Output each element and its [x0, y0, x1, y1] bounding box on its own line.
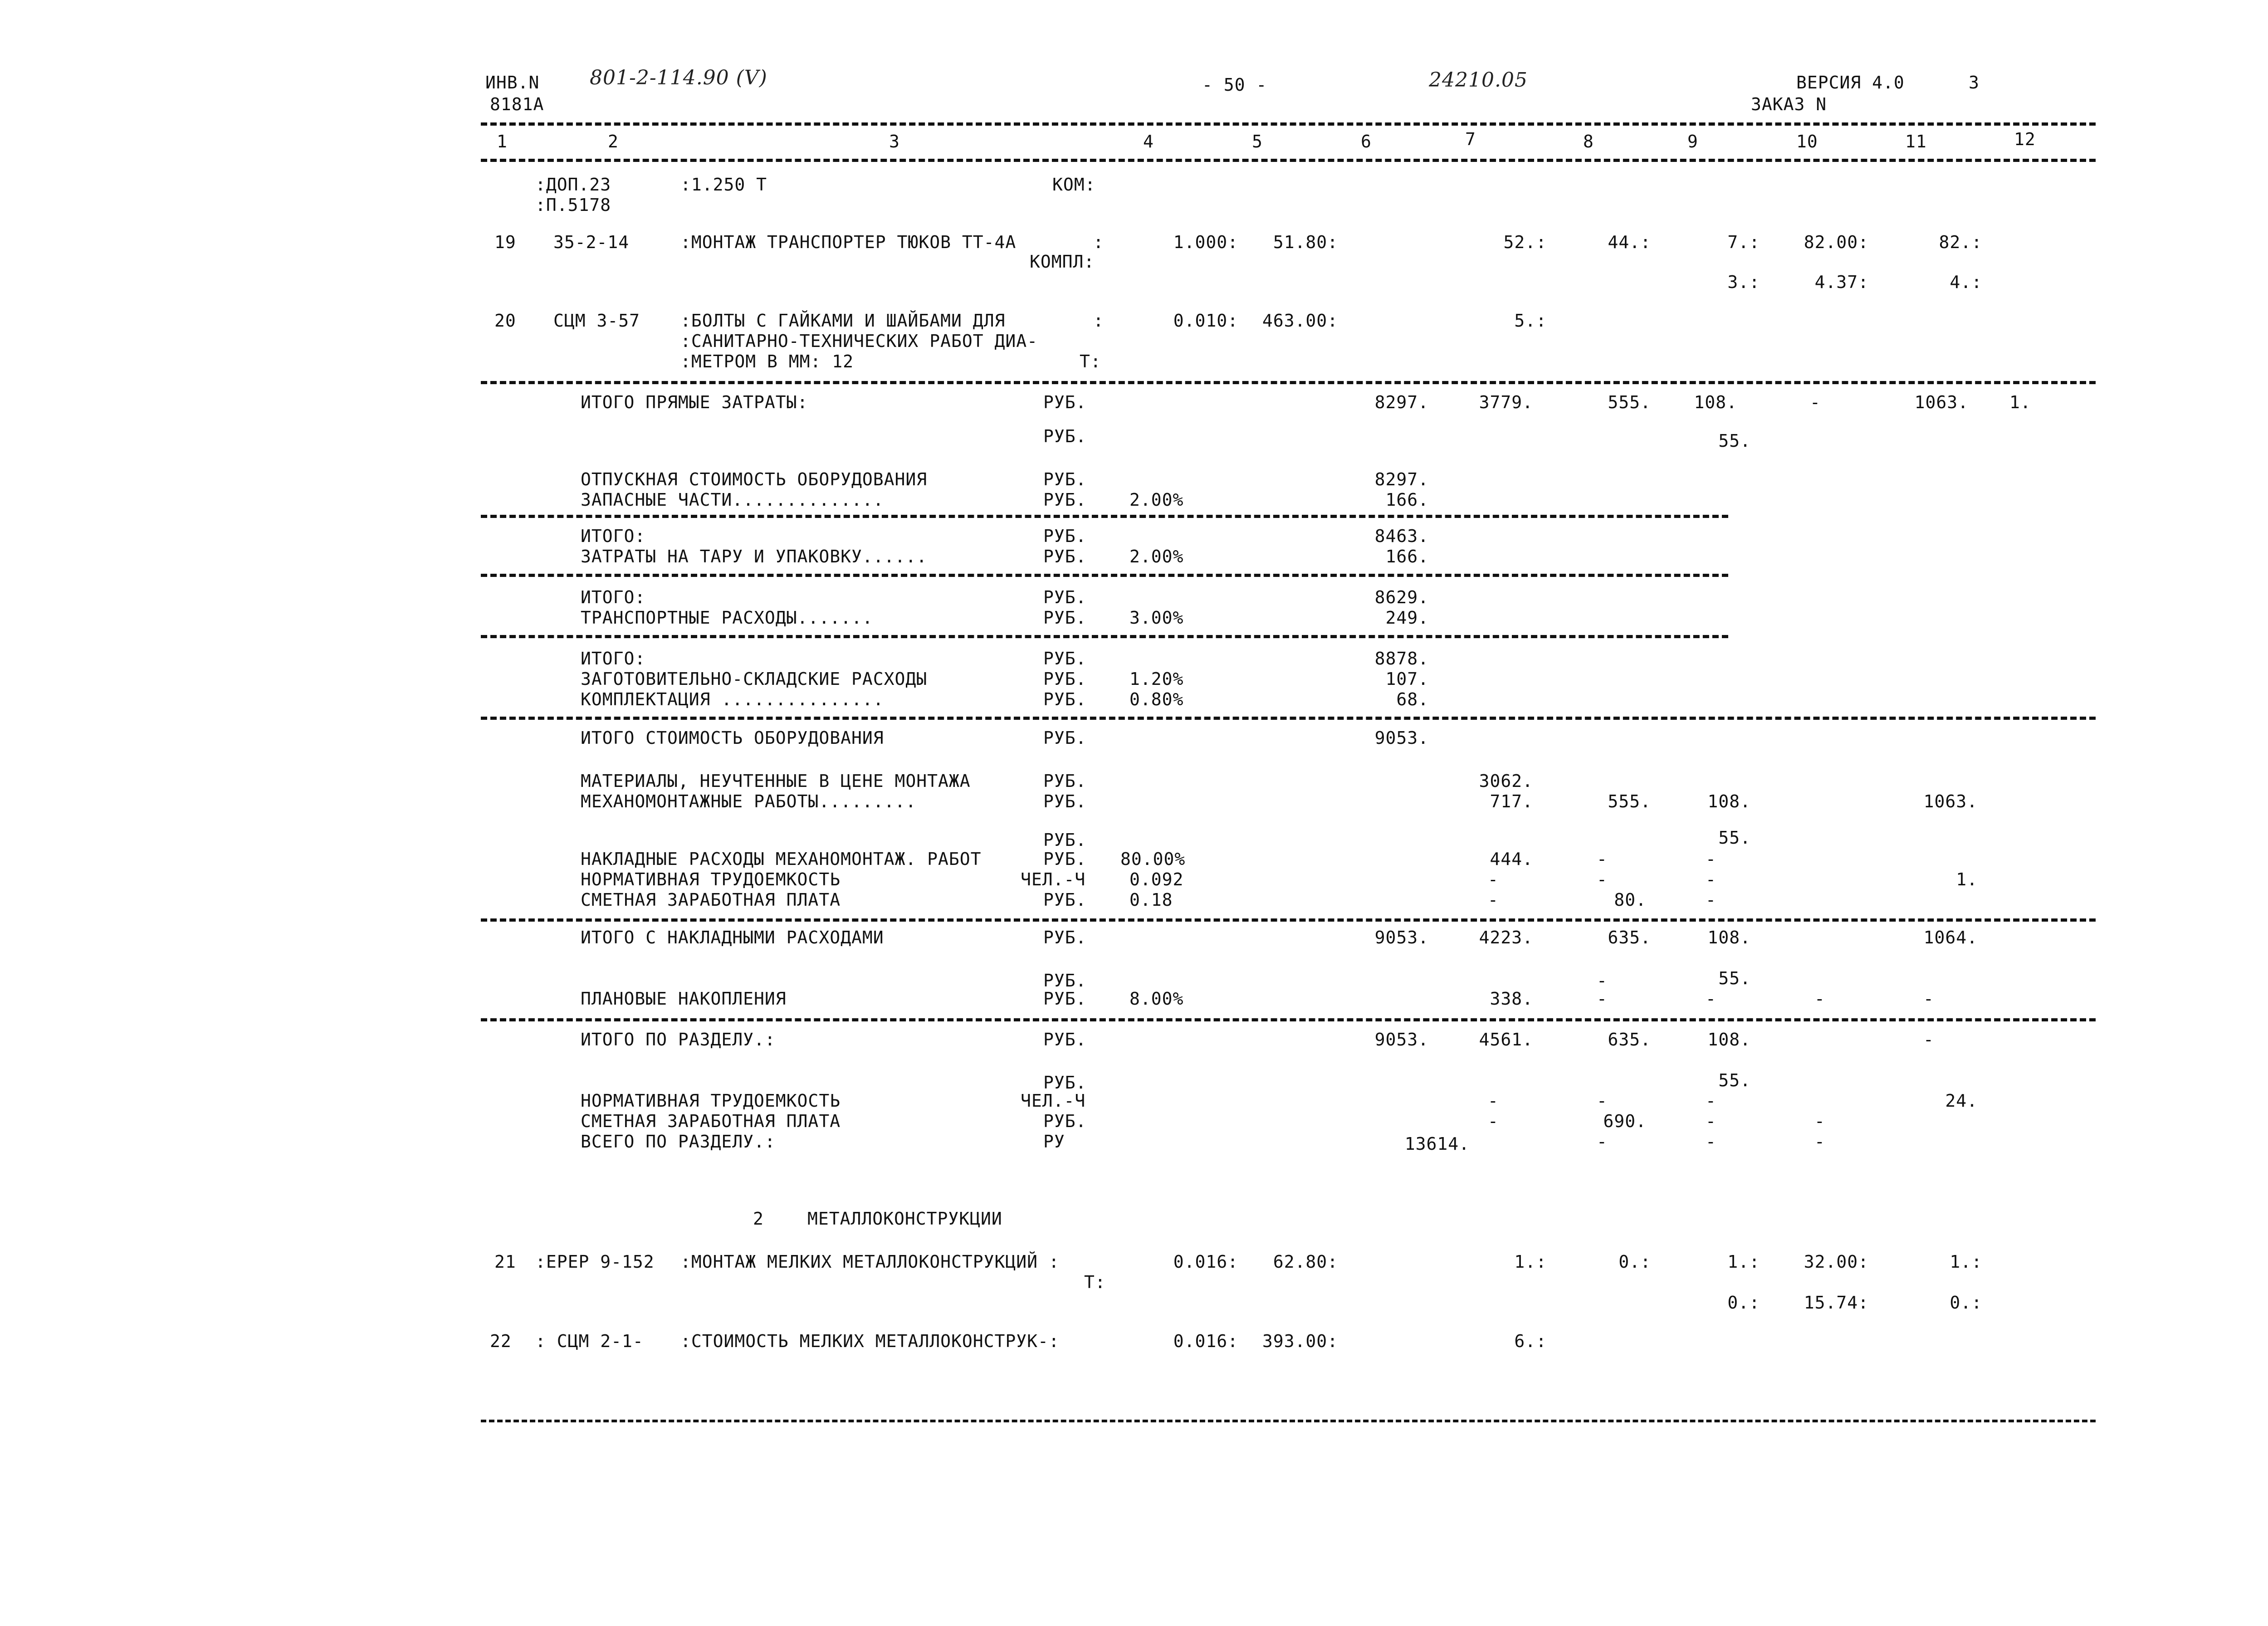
item-desc: :МОНТАЖ ТРАНСПОРТЕР ТЮКОВ ТТ-4А: [680, 232, 1017, 252]
summary-c11: 1063.: [1923, 791, 1978, 811]
rule: [481, 515, 1728, 518]
summary-c7: 717.: [1490, 791, 1533, 811]
doc-number: 24210.05: [1429, 68, 1528, 92]
item-c11: 82.:: [1939, 232, 1982, 252]
inv-label: ИНВ.N: [485, 73, 540, 93]
summary-c9: 108.: [1707, 1030, 1751, 1050]
item-c9: 0.:: [1727, 1293, 1760, 1313]
summary-c7: -: [1488, 1111, 1499, 1131]
summary-label: ЗАПАСНЫЕ ЧАСТИ..............: [581, 490, 884, 510]
summary-unit: ЧЕЛ.-Ч: [1021, 869, 1086, 889]
summary-label: КОМПЛЕКТАЦИЯ ...............: [581, 689, 884, 709]
summary-c8: -: [1597, 971, 1608, 991]
summary-c9: 108.: [1694, 392, 1737, 412]
summary-unit: РУБ.: [1043, 830, 1087, 850]
summary-c6: 249.: [1385, 608, 1429, 628]
item-qty: 0.016:: [1173, 1331, 1238, 1351]
summary-c7: 3062.: [1479, 771, 1533, 791]
item-c11: 4.:: [1950, 272, 1982, 292]
summary-label: ОТПУСКНАЯ СТОИМОСТЬ ОБОРУДОВАНИЯ: [581, 469, 928, 489]
summary-c7: -: [1488, 869, 1499, 889]
summary-unit: РУБ.: [1043, 1073, 1087, 1093]
summary-c9: -: [1706, 1132, 1716, 1152]
col-1: 1: [497, 132, 508, 151]
summary-c8: -: [1597, 1132, 1608, 1152]
summary-pct: 0.092: [1129, 869, 1184, 889]
summary-label: ИТОГО:: [581, 526, 646, 546]
summary-pct: 0.18: [1129, 890, 1173, 910]
summary-label: НОРМАТИВНАЯ ТРУДОЕМКОСТЬ: [581, 869, 841, 889]
summary-label: ИТОГО ПО РАЗДЕЛУ.:: [581, 1030, 776, 1050]
summary-c7: 338.: [1490, 989, 1533, 1009]
summary-unit: РУБ.: [1043, 928, 1087, 947]
item-c11: 0.:: [1950, 1293, 1982, 1313]
item-c9: 3.:: [1727, 272, 1760, 292]
summary-unit: РУБ.: [1043, 890, 1087, 910]
item-unit: :: [1093, 232, 1104, 252]
item-desc: :СТОИМОСТЬ МЕЛКИХ МЕТАЛЛОКОНСТРУК-:: [680, 1331, 1060, 1351]
summary-label: ИТОГО С НАКЛАДНЫМИ РАСХОДАМИ: [581, 928, 884, 947]
summary-c9: 55.: [1718, 1070, 1751, 1090]
page-bottom-rule: [481, 1420, 2096, 1422]
summary-label: СМЕТНАЯ ЗАРАБОТНАЯ ПЛАТА: [581, 1111, 841, 1131]
item-c9: 1.:: [1727, 1252, 1760, 1272]
summary-c9: -: [1706, 989, 1716, 1009]
item-desc: :САНИТАРНО-ТЕХНИЧЕСКИХ РАБОТ ДИА-: [680, 331, 1038, 351]
summary-c9: 55.: [1718, 431, 1751, 451]
summary-label: ИТОГО СТОИМОСТЬ ОБОРУДОВАНИЯ: [581, 728, 884, 748]
col-5: 5: [1252, 132, 1263, 151]
summary-c8: -: [1597, 849, 1608, 869]
item-qty: 1.000:: [1173, 232, 1238, 252]
summary-label: ИТОГО:: [581, 587, 646, 607]
summary-label: ТРАНСПОРТНЫЕ РАСХОДЫ.......: [581, 608, 873, 628]
summary-pct: 1.20%: [1129, 669, 1184, 689]
summary-unit: РУБ.: [1043, 989, 1087, 1009]
summary-label: СМЕТНАЯ ЗАРАБОТНАЯ ПЛАТА: [581, 890, 841, 910]
summary-pct: 8.00%: [1129, 989, 1184, 1009]
rule: [481, 574, 1728, 577]
summary-label: ВСЕГО ПО РАЗДЕЛУ.:: [581, 1132, 776, 1152]
summary-c6: 8629.: [1374, 587, 1429, 607]
summary-c11: 1064.: [1923, 928, 1978, 947]
item-price: 51.80:: [1273, 232, 1338, 252]
version: ВЕРСИЯ 4.0: [1796, 73, 1905, 93]
item-c10: 4.37:: [1814, 272, 1869, 292]
summary-label: МАТЕРИАЛЫ, НЕУЧТЕННЫЕ В ЦЕНЕ МОНТАЖА: [581, 771, 971, 791]
summary-unit: РУБ.: [1043, 1030, 1087, 1050]
summary-unit: РУБ.: [1043, 547, 1087, 566]
item-code: :П.5178: [535, 195, 611, 215]
page-number: - 50 -: [1202, 75, 1267, 95]
item-desc: :МЕТРОМ В ММ: 12: [680, 352, 854, 371]
summary-c6: 9053.: [1374, 728, 1429, 748]
inv-number: 8181A: [490, 94, 544, 114]
summary-c7: -: [1488, 1091, 1499, 1111]
item-c9: 7.:: [1727, 232, 1760, 252]
item-c8: 0.:: [1618, 1252, 1651, 1272]
summary-unit: РУБ.: [1043, 689, 1087, 709]
summary-pct: 80.00%: [1120, 849, 1186, 869]
summary-c8: 635.: [1608, 928, 1651, 947]
summary-c8: -: [1597, 869, 1608, 889]
summary-unit: РУБ.: [1043, 392, 1087, 412]
item-no: 22: [490, 1331, 512, 1351]
item-c10: 82.00:: [1804, 232, 1869, 252]
item-no: 21: [494, 1252, 516, 1272]
item-c7: 5.:: [1514, 311, 1547, 331]
summary-unit: РУБ.: [1043, 587, 1087, 607]
col-6: 6: [1361, 132, 1372, 151]
item-desc: :1.250 Т: [680, 175, 767, 195]
summary-unit: РУБ.: [1043, 426, 1087, 446]
summary-unit: РУБ.: [1043, 771, 1087, 791]
summary-label: ИТОГО:: [581, 649, 646, 669]
summary-c9: -: [1706, 1091, 1716, 1111]
summary-pct: 3.00%: [1129, 608, 1184, 628]
summary-unit: РУБ.: [1043, 1111, 1087, 1131]
summary-c9: 55.: [1718, 828, 1751, 848]
summary-c10: -: [1810, 392, 1821, 412]
col-9: 9: [1687, 132, 1698, 151]
item-unit: :: [1093, 311, 1104, 331]
item-c7: 1.:: [1514, 1252, 1547, 1272]
item-c10: 32.00:: [1804, 1252, 1869, 1272]
col-3: 3: [889, 132, 900, 151]
item-desc: Т:: [1084, 1272, 1106, 1292]
summary-unit: РУБ.: [1043, 791, 1087, 811]
summary-c7: 3779.: [1479, 392, 1533, 412]
summary-c10: -: [1814, 989, 1825, 1009]
item-no: 19: [494, 232, 516, 252]
col-10: 10: [1796, 132, 1818, 151]
rule: [481, 918, 2096, 922]
summary-unit: РУ: [1043, 1132, 1065, 1152]
summary-unit: ЧЕЛ.-Ч: [1021, 1091, 1086, 1111]
item-qty: 0.010:: [1173, 311, 1238, 331]
summary-c8: -: [1597, 989, 1608, 1009]
summary-unit: РУБ.: [1043, 849, 1087, 869]
summary-c9: -: [1706, 890, 1716, 910]
col-8: 8: [1583, 132, 1594, 151]
summary-c6: 68.: [1396, 689, 1429, 709]
item-desc: :МОНТАЖ МЕЛКИХ МЕТАЛЛОКОНСТРУКЦИЙ :: [680, 1252, 1060, 1272]
summary-c6: 9053.: [1374, 928, 1429, 947]
summary-c8: 555.: [1608, 791, 1651, 811]
summary-label: ПЛАНОВЫЕ НАКОПЛЕНИЯ: [581, 989, 787, 1009]
summary-c6: 8463.: [1374, 526, 1429, 546]
summary-c10: -: [1814, 1111, 1825, 1131]
rule: [481, 635, 1728, 638]
summary-unit: РУБ.: [1043, 490, 1087, 510]
summary-c9: 55.: [1718, 968, 1751, 988]
summary-c6: 9053.: [1374, 1030, 1429, 1050]
item-c11: 1.:: [1950, 1252, 1982, 1272]
item-c7: 52.:: [1503, 232, 1547, 252]
summary-c6: 8297.: [1374, 469, 1429, 489]
summary-c7: -: [1488, 890, 1499, 910]
summary-c11: 1.: [1956, 869, 1978, 889]
summary-c8: 555.: [1608, 392, 1651, 412]
items-rule: [481, 381, 2096, 384]
summary-label: ИТОГО ПРЯМЫЕ ЗАТРАТЫ:: [581, 392, 808, 412]
item-price: 463.00:: [1262, 311, 1338, 331]
item-qty: 0.016:: [1173, 1252, 1238, 1272]
header-rule-top: [481, 122, 2096, 126]
summary-c7: 4561.: [1479, 1030, 1533, 1050]
sheet-number: 3: [1969, 73, 1980, 93]
summary-label: НАКЛАДНЫЕ РАСХОДЫ МЕХАНОМОНТАЖ. РАБОТ: [581, 849, 982, 869]
rule: [481, 1018, 2096, 1021]
summary-c11: -: [1923, 1030, 1934, 1050]
summary-c6: 166.: [1385, 490, 1429, 510]
summary-c10: -: [1814, 1132, 1825, 1152]
item-c8: 44.:: [1608, 232, 1651, 252]
summary-label: МЕХАНОМОНТАЖНЫЕ РАБОТЫ.........: [581, 791, 917, 811]
item-desc: :БОЛТЫ С ГАЙКАМИ И ШАЙБАМИ ДЛЯ: [680, 311, 1006, 331]
summary-c6: 8297.: [1374, 392, 1429, 412]
col-11: 11: [1905, 132, 1927, 151]
summary-unit: РУБ.: [1043, 728, 1087, 748]
summary-c6: 166.: [1385, 547, 1429, 566]
item-code: : СЦМ 2-1-: [535, 1331, 644, 1351]
item-code: 35-2-14: [553, 232, 630, 252]
summary-unit: РУБ.: [1043, 526, 1087, 546]
summary-c11: 24.: [1945, 1091, 1978, 1111]
summary-c9: -: [1706, 849, 1716, 869]
summary-label: ЗАТРАТЫ НА ТАРУ И УПАКОВКУ......: [581, 547, 928, 566]
summary-c6: 13614.: [1404, 1134, 1470, 1154]
col-12: 12: [2014, 129, 2036, 149]
summary-c8: 690.: [1603, 1111, 1647, 1131]
summary-pct: 0.80%: [1129, 689, 1184, 709]
summary-c8: 635.: [1608, 1030, 1651, 1050]
order-label: ЗАКАЗ N: [1751, 94, 1827, 114]
col-4: 4: [1143, 132, 1154, 151]
summary-c9: -: [1706, 869, 1716, 889]
col-2: 2: [608, 132, 619, 151]
rule: [481, 717, 2096, 720]
item-c10: 15.74:: [1804, 1293, 1869, 1313]
summary-c9: -: [1706, 1111, 1716, 1131]
col-7: 7: [1465, 129, 1476, 149]
item-price: 62.80:: [1273, 1252, 1338, 1272]
summary-unit: РУБ.: [1043, 469, 1087, 489]
summary-c11: 1063.: [1914, 392, 1969, 412]
section-title: МЕТАЛЛОКОНСТРУКЦИИ: [807, 1209, 1002, 1229]
item-unit: Т:: [1080, 352, 1101, 371]
item-code: :ДОП.23: [535, 175, 611, 195]
summary-c7: 4223.: [1479, 928, 1533, 947]
item-price: 393.00:: [1262, 1331, 1338, 1351]
summary-c6: 8878.: [1374, 649, 1429, 669]
section-number: 2: [753, 1209, 764, 1229]
item-c7: 6.:: [1514, 1331, 1547, 1351]
doc-code: 801-2-114.90 (V): [590, 66, 767, 89]
summary-label: ЗАГОТОВИТЕЛЬНО-СКЛАДСКИЕ РАСХОДЫ: [581, 669, 928, 689]
header-rule-bottom: [481, 159, 2096, 162]
summary-unit: РУБ.: [1043, 669, 1087, 689]
summary-unit: РУБ.: [1043, 971, 1087, 991]
summary-label: НОРМАТИВНАЯ ТРУДОЕМКОСТЬ: [581, 1091, 841, 1111]
summary-c9: 108.: [1707, 791, 1751, 811]
summary-c12: 1.: [2009, 392, 2031, 412]
summary-c6: 107.: [1385, 669, 1429, 689]
summary-c8: 80.: [1614, 890, 1647, 910]
summary-c7: 444.: [1490, 849, 1533, 869]
summary-c8: -: [1597, 1091, 1608, 1111]
summary-unit: РУБ.: [1043, 608, 1087, 628]
item-code: :ЕРЕР 9-152: [535, 1252, 655, 1272]
summary-c9: 108.: [1707, 928, 1751, 947]
item-unit: КОМ:: [1052, 175, 1096, 195]
summary-c11: -: [1923, 989, 1934, 1009]
summary-unit: РУБ.: [1043, 649, 1087, 669]
item-unit: КОМПЛ:: [1030, 252, 1095, 272]
summary-pct: 2.00%: [1129, 547, 1184, 566]
summary-pct: 2.00%: [1129, 490, 1184, 510]
item-code: СЦМ 3-57: [553, 311, 640, 331]
item-no: 20: [494, 311, 516, 331]
